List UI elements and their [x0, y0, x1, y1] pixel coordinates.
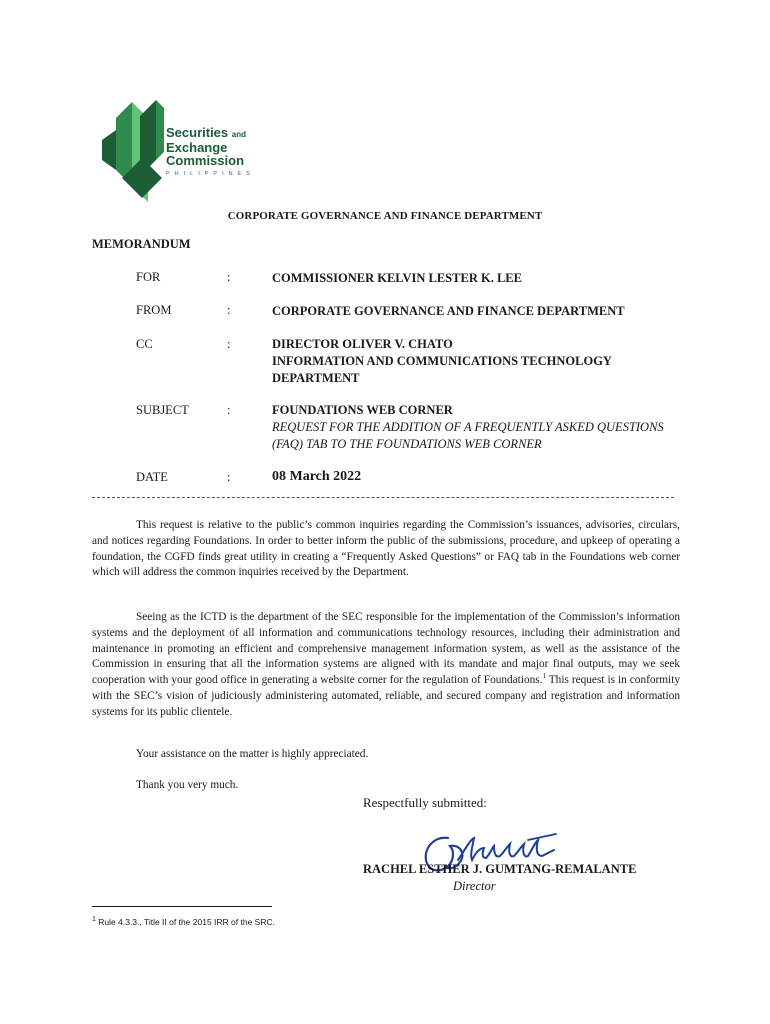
body-paragraph-2-text-a: Seeing as the ICTD is the department of the SEC responsible for the implementation of the Commission’s information systems and the deployment of all information and communications technology resources, including their administration and maintenance in promoting an efficient and comprehensive management information system, as well as the assistance of the Commission in ensuring that all the information systems are aligned with its mandate and major final outputs, may we seek cooperation with your good office in generating a website corner for the regulation of Foundations. [92, 611, 680, 687]
subject-label: SUBJECT [136, 403, 189, 417]
logo-line2: Exchange [166, 140, 228, 155]
footnote-number: 1 [92, 916, 96, 923]
closing-phrase: Respectfully submitted: [363, 795, 487, 810]
footnote-ref: 1 [542, 672, 546, 681]
subject-colon: : [227, 403, 231, 417]
subject-value-line3: (FAQ) TAB TO THE FOUNDATIONS WEB CORNER [272, 437, 542, 451]
logo-line1-small: and [231, 130, 247, 139]
logo-wordmark [166, 126, 255, 181]
date-colon: : [227, 470, 231, 484]
date-label: DATE [136, 470, 168, 484]
body-paragraph-2-text-b: This request is in conformity with the SEC’s vision of judiciously administering automated, reliable, and secured company and registration and information systems for its public clientele. [92, 674, 680, 718]
date-value: 08 March 2022 [272, 469, 362, 484]
logo-line4: PHILIPPINES [166, 171, 255, 177]
cc-label: CC [136, 337, 153, 351]
cc-value-line3: DEPARTMENT [272, 371, 360, 385]
for-colon: : [227, 270, 231, 284]
for-value: COMMISSIONER KELVIN LESTER K. LEE [272, 271, 522, 285]
body-paragraph-3: Your assistance on the matter is highly appreciated. [136, 748, 369, 760]
body-paragraph-4: Thank you very much. [136, 779, 239, 791]
for-label: FOR [136, 270, 161, 284]
subject-value [272, 402, 664, 453]
body-paragraph-1-text: This request is relative to the public’s common inquiries regarding the Commission’s issuances, advisories, circulars, and notices regarding Foundations. In order to better inform the public of the submissions, procedure, and upkeep of operating a foundation, the CGFD finds great utility in creating a “Frequently Asked Questions” or FAQ tab in the Foundations web corner which will address the common inquiries received by the Department. [92, 519, 680, 579]
department-heading: CORPORATE GOVERNANCE AND FINANCE DEPARTMENT [227, 210, 543, 222]
cc-value-line2: INFORMATION AND COMMUNICATIONS TECHNOLOGY [272, 354, 612, 368]
cc-colon: : [227, 337, 231, 351]
subject-value-line1: FOUNDATIONS WEB CORNER [272, 403, 453, 417]
memo-label: MEMORANDUM [92, 237, 191, 251]
body-paragraph-2 [92, 610, 680, 721]
footnote-divider [92, 906, 272, 907]
header-divider [92, 497, 674, 498]
body-paragraph-1 [92, 518, 680, 581]
signatory-title: Director [453, 879, 496, 893]
cc-value [272, 336, 612, 387]
subject-value-line2: REQUEST FOR THE ADDITION OF A FREQUENTLY ASKED QUESTIONS [272, 420, 664, 434]
from-value: CORPORATE GOVERNANCE AND FINANCE DEPARTMENT [272, 304, 625, 318]
footnote-text: Rule 4.3.3., Title II of the 2015 IRR of the SRC. [95, 916, 275, 927]
logo-line3: Commission [166, 153, 245, 168]
from-colon: : [227, 303, 231, 317]
from-label: FROM [136, 303, 172, 317]
logo-line1: Securities [166, 125, 229, 140]
footnote [92, 916, 275, 927]
cc-value-line1: DIRECTOR OLIVER V. CHATO [272, 337, 453, 351]
signatory-name: RACHEL ESTHER J. GUMTANG-REMALANTE [363, 862, 637, 876]
